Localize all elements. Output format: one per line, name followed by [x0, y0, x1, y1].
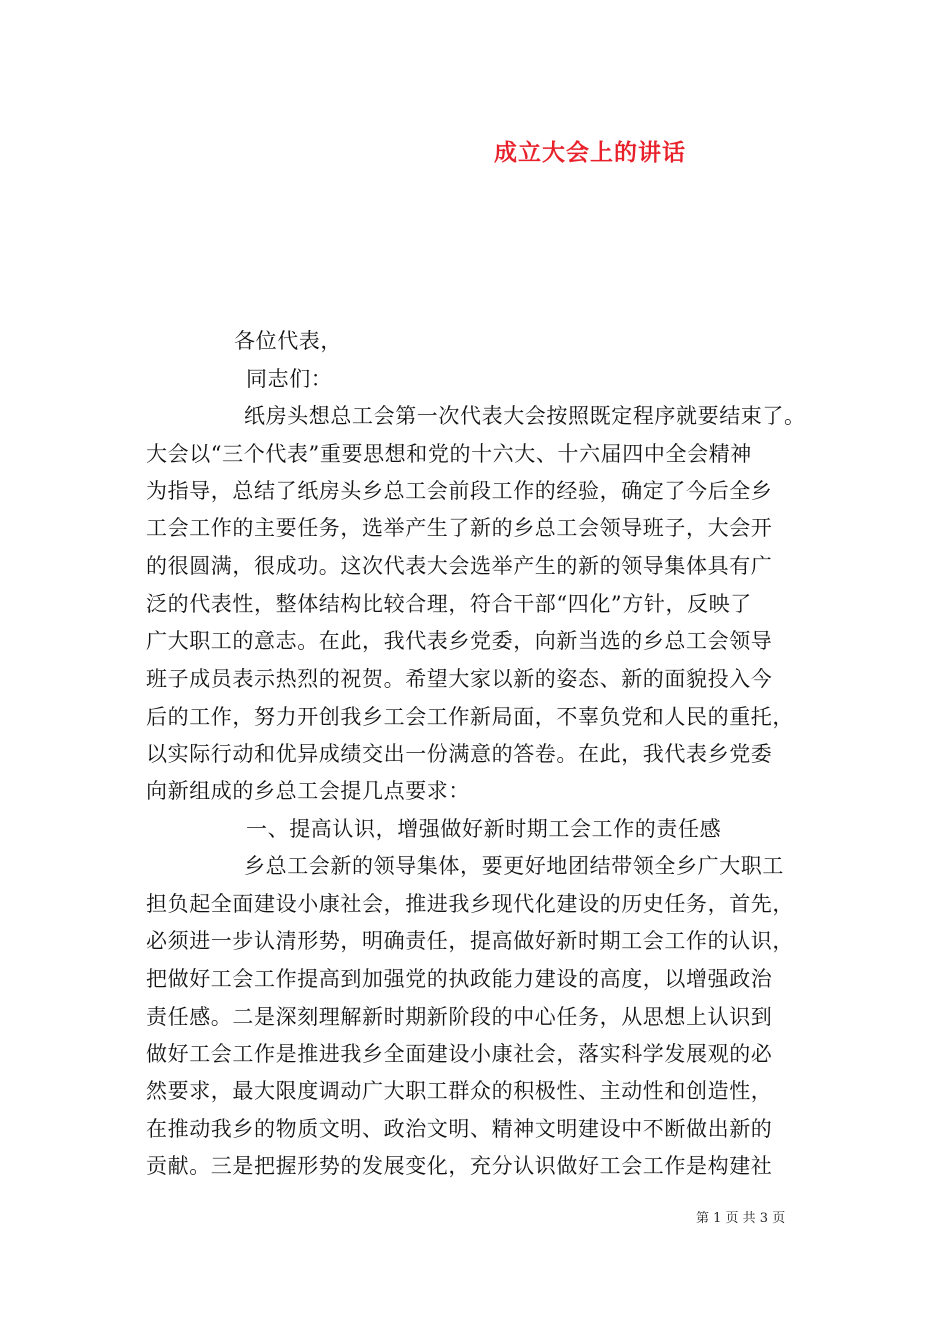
body-line: 做好工会工作是推进我乡全面建设小康社会，落实科学发展观的必	[146, 1042, 773, 1066]
body-line: 在推动我乡的物质文明、政治文明、精神文明建设中不断做出新的	[146, 1117, 773, 1141]
body-line: 向新组成的乡总工会提几点要求：	[146, 779, 470, 803]
salutation-comrades: 同志们：	[246, 367, 333, 391]
body-line: 以实际行动和优异成绩交出一份满意的答卷。在此，我代表乡党委	[146, 742, 773, 766]
body-line: 责任感。二是深刻理解新时期新阶段的中心任务，从思想上认识到	[146, 1005, 773, 1029]
body-line: 工会工作的主要任务，选举产生了新的乡总工会领导班子，大会开	[146, 516, 773, 540]
page-number-footer: 第 1 页 共 3 页	[696, 1211, 786, 1226]
section-heading: 一、提高认识，增强做好新时期工会工作的责任感	[246, 817, 722, 841]
body-line: 后的工作，努力开创我乡工会工作新局面，不辜负党和人民的重托，	[146, 705, 794, 729]
body-line: 班子成员表示热烈的祝贺。希望大家以新的姿态、新的面貌投入今	[146, 667, 773, 691]
document-title: 成立大会上的讲话	[494, 139, 686, 166]
body-line: 必须进一步认清形势，明确责任，提高做好新时期工会工作的认识，	[146, 929, 794, 953]
body-line: 为指导，总结了纸房头乡总工会前段工作的经验，确定了今后全乡	[146, 479, 773, 503]
body-line: 把做好工会工作提高到加强党的执政能力建设的高度，以增强政治	[146, 967, 773, 991]
body-line: 广大职工的意志。在此，我代表乡党委，向新当选的乡总工会领导	[146, 629, 773, 653]
body-line: 泛的代表性，整体结构比较合理，符合干部“四化”方针，反映了	[146, 592, 752, 616]
body-line: 担负起全面建设小康社会，推进我乡现代化建设的历史任务，首先，	[146, 892, 794, 916]
salutation-delegates: 各位代表，	[234, 329, 342, 353]
body-line: 乡总工会新的领导集体，要更好地团结带领全乡广大职工	[244, 854, 784, 878]
body-line: 然要求，最大限度调动广大职工群众的积极性、主动性和创造性，	[146, 1079, 773, 1103]
body-line: 的很圆满，很成功。这次代表大会选举产生的新的领导集体具有广	[146, 554, 773, 578]
body-line: 纸房头想总工会第一次代表大会按照既定程序就要结束了。	[244, 404, 806, 428]
body-line: 贡献。三是把握形势的发展变化，充分认识做好工会工作是构建社	[146, 1154, 773, 1178]
body-line: 大会以“三个代表”重要思想和党的十六大、十六届四中全会精神	[146, 442, 752, 466]
